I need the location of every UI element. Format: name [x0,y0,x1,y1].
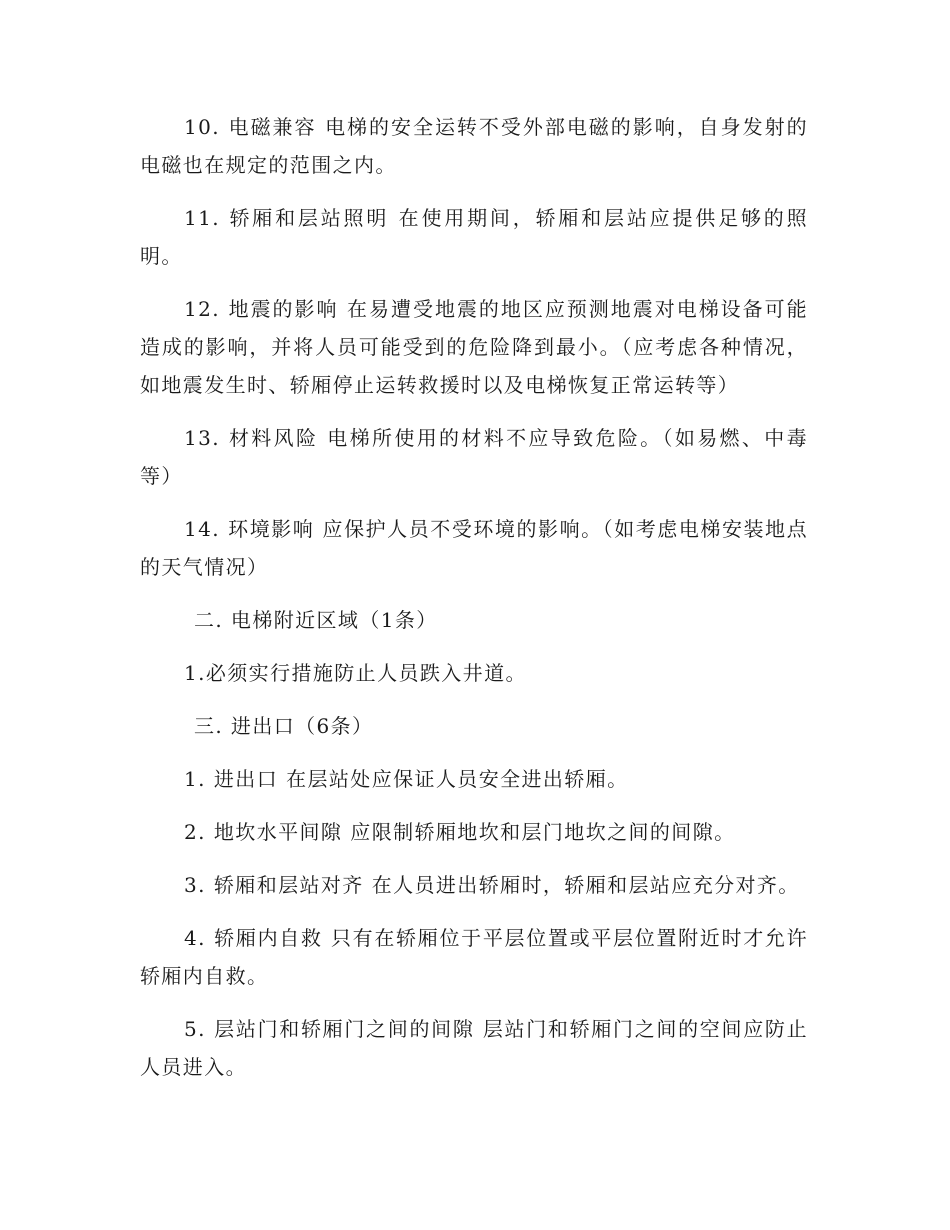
item-number: 2. [184,820,206,844]
section-2-item-1: 1.必须实行措施防止人员跌入井道。 [184,661,527,685]
section-3-item-3 [140,866,808,904]
item-number: 1. [184,767,206,791]
item-text: 在层站处应保证人员安全进出轿厢。 [286,767,629,791]
item-text: 层站门和轿厢门之间的空间应防止人员进入。 [140,1017,808,1079]
item-number: 13. [184,426,221,450]
item-title: 材料风险 [228,426,319,450]
item-number: 3. [184,873,206,897]
item-number: 5. [184,1017,206,1041]
item-text: 在使用期间，轿厢和层站应提供足够的照明。 [140,206,808,268]
section-3-heading: 三. 进出口（6条） [194,714,374,738]
item-title: 层站门和轿厢门之间的间隙 [213,1017,475,1041]
item-text: 在人员进出轿厢时，轿厢和层站应充分对齐。 [371,873,800,897]
section-3-item-2 [140,813,808,851]
item-number: 11. [184,206,221,230]
item-text: 应限制轿厢地坎和层门地坎之间的间隙。 [350,820,736,844]
paragraph-13 [140,419,808,495]
item-number: 14. [184,517,221,541]
item-text: 只有在轿厢位于平层位置或平层位置附近时才允许轿厢内自救。 [140,926,808,988]
item-text: 在易遭受地震的地区应预测地震对电梯设备可能造成的影响，并将人员可能受到的危险降到最小。（应考虑各种情况，如地震发生时、轿厢停止运转救援时以及电梯恢复正常运转等） [140,297,809,397]
item-text: 电梯的安全运转不受外部电磁的影响，自身发射的电磁也在规定的范围之内。 [140,115,808,177]
section-3-item-5 [140,1010,808,1086]
item-title: 轿厢和层站对齐 [213,873,364,897]
paragraph-12 [140,290,808,404]
item-text: 应保护人员不受环境的影响。（如考虑电梯安装地点的天气情况） [140,517,809,579]
section-3-item-4 [140,919,808,995]
item-number: 12. [184,297,221,321]
paragraph-14 [140,510,808,586]
section-2-heading: 二. 电梯附近区域（1条） [194,608,438,632]
item-title: 地震的影响 [228,297,339,321]
section-3-item-1 [140,760,808,798]
paragraph-10 [140,108,808,184]
item-number: 10. [184,115,221,139]
item-title: 环境影响 [228,517,315,541]
item-title: 轿厢和层站照明 [228,206,390,230]
paragraph-11 [140,199,808,275]
item-text: 电梯所使用的材料不应导致危险。（如易燃、中毒等） [140,426,808,488]
item-title: 进出口 [213,767,279,791]
item-title: 轿厢内自救 [213,926,323,950]
document-body [140,108,808,1101]
item-number: 4. [184,926,206,950]
item-title: 电磁兼容 [228,115,317,139]
item-title: 地坎水平间隙 [213,820,343,844]
